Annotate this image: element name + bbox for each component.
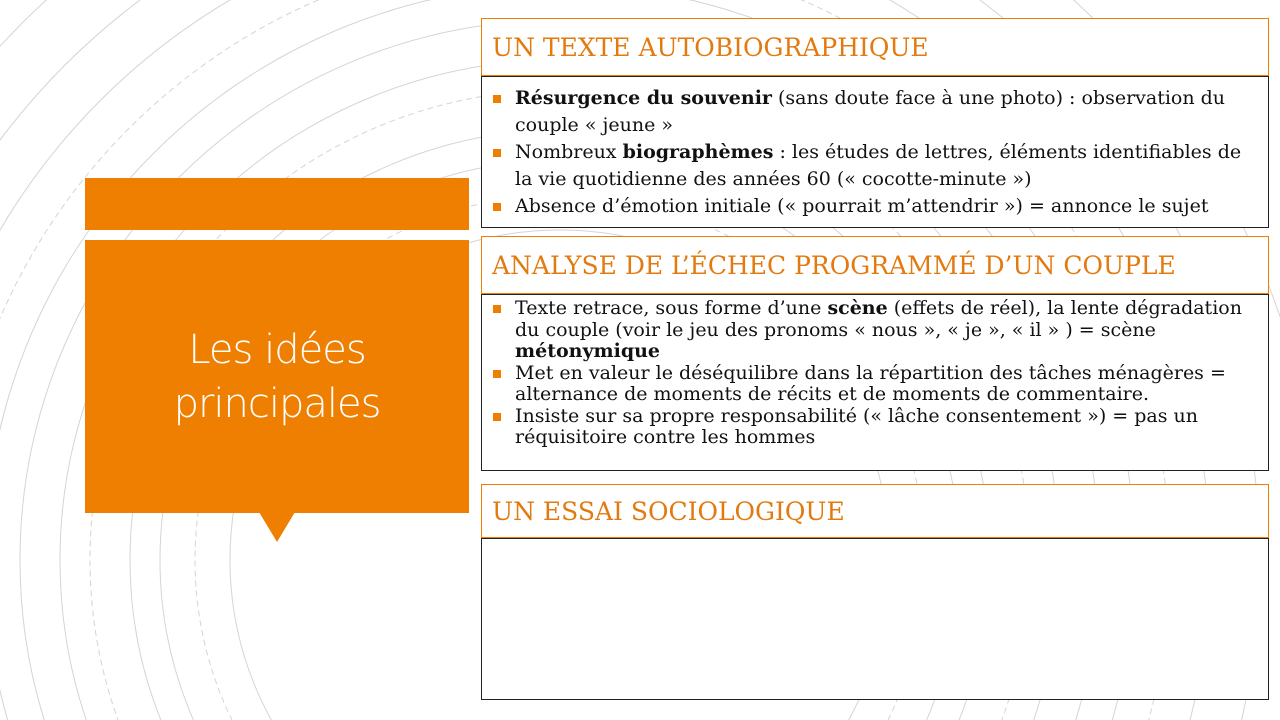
bullet-icon xyxy=(493,203,501,211)
slide-title: Les idées principales xyxy=(173,326,381,427)
bullet-icon xyxy=(493,305,501,313)
item-bold-text: Résurgence du souvenir xyxy=(515,87,772,109)
item-text: Nombreux xyxy=(515,141,623,163)
list-item xyxy=(492,193,1258,220)
section-heading-essai xyxy=(481,484,1269,538)
item-text: Insiste sur sa propre responsabilité (« lâche consentement ») = pas un réquisitoire contre les hommes xyxy=(515,404,1199,448)
item-text: (sans doute face à une photo) : observation du couple « jeune » xyxy=(515,87,1226,136)
section-heading-text: ANALYSE DE L’ÉCHEC PROGRAMMÉ D’UN COUPLE xyxy=(492,250,1176,280)
item-bold-text: scène xyxy=(827,297,888,319)
list-item xyxy=(492,298,1258,363)
item-text: (effets de réel), la lente dégradation du couple (voir le jeu des pronoms « nous », « je », « il » ) = scène xyxy=(515,297,1242,341)
section-heading-text: UN ESSAI SOCIOLOGIQUE xyxy=(492,496,845,526)
item-bold-text: métonymique xyxy=(515,340,661,362)
bullet-icon xyxy=(493,149,501,157)
bullet-icon xyxy=(493,95,501,103)
bullet-icon xyxy=(493,370,501,378)
section-body-analyse xyxy=(481,294,1269,471)
item-text: : les études de lettres, éléments identifiables de la vie quotidienne des années 60 (« cocotte-minute ») xyxy=(515,141,1242,190)
list-item xyxy=(492,363,1258,406)
section-body-autobiographique xyxy=(481,76,1269,228)
item-bold-text: biographèmes xyxy=(622,141,774,163)
item-text: Texte retrace, sous forme d’une xyxy=(515,297,828,319)
section-heading-autobiographique xyxy=(481,18,1269,76)
title-pointer xyxy=(259,512,295,542)
list-item xyxy=(492,139,1258,193)
section-heading-analyse xyxy=(481,236,1269,294)
title-box xyxy=(85,240,469,513)
list-item xyxy=(492,406,1258,449)
item-text: Met en valeur le déséquilibre dans la répartition des tâches ménagères = alternance de moments de récits et de moments de commentaire. xyxy=(515,361,1226,405)
section-heading-text: UN TEXTE AUTOBIOGRAPHIQUE xyxy=(492,32,929,62)
list-item xyxy=(492,85,1258,139)
bullet-icon xyxy=(493,413,501,421)
title-accent-strip xyxy=(85,178,469,230)
item-text: Absence d’émotion initiale (« pourrait m’attendrir ») = annonce le sujet xyxy=(515,195,1209,217)
section-body-essai xyxy=(481,538,1269,700)
